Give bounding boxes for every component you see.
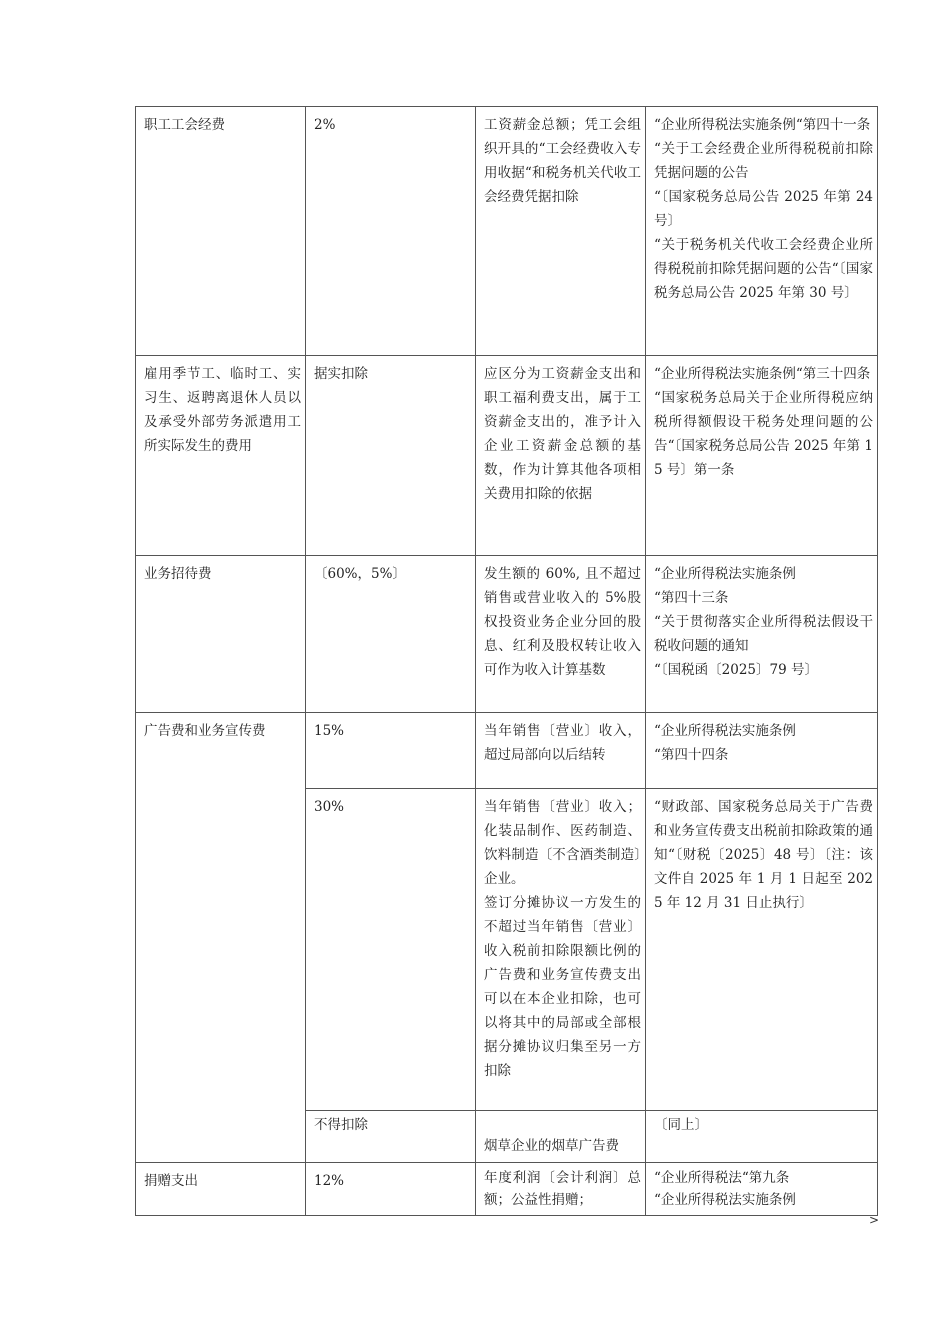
- basis-cell: [476, 789, 646, 1111]
- ref-line: “企业所得税法实施条例: [654, 566, 796, 582]
- ref-line: “关于贯彻落实企业所得税法假设干税收问题的通知: [654, 614, 873, 654]
- basis-line: 烟草企业的烟草广告费: [484, 1138, 619, 1154]
- ref-line: “企业所得税法实施条例“第四十一条: [654, 117, 871, 133]
- rate-cell: 不得扣除: [306, 1111, 476, 1163]
- refs-cell: [646, 1111, 878, 1163]
- basis-cell: 当年销售〔营业〕收入，超过局部向以后结转: [476, 713, 646, 789]
- basis-cell: 工资薪金总额；凭工会组织开具的“工会经费收入专用收据“和税务机关代收工会经费凭据扣除: [476, 107, 646, 356]
- table-row: [136, 107, 878, 356]
- ref-line: “关于税务机关代收工会经费企业所得税税前扣除凭据问题的公告“〔国家税务总局公告 2025 年第 30 号〕: [654, 237, 873, 301]
- refs-cell: [646, 556, 878, 713]
- ref-line: “企业所得税法实施条例“第三十四条: [654, 366, 871, 382]
- basis-cell: 发生额的 60%, 且不超过销售或营业收入的 5%股权投资业务企业分回的股息、红利及股权转让收入可作为收入计算基数: [476, 556, 646, 713]
- rate-cell: 30%: [306, 789, 476, 1111]
- ref-line: “关于工会经费企业所得税税前扣除凭据问题的公告: [654, 141, 873, 181]
- basis-cell: 年度利润〔会计利润〕总额；公益性捐赠；: [476, 1163, 646, 1216]
- ref-line: “〔国家税务总局公告 2025 年第 24 号〕: [654, 189, 873, 229]
- basis-line: 当年销售〔营业〕收入；化装品制作、医药制造、饮料制造〔不含酒类制造〕企业。: [484, 799, 641, 887]
- basis-line: 签订分摊协议一方发生的不超过当年销售〔营业〕收入税前扣除限额比例的广告费和业务宣传费支出可以在本企业扣除，也可以将其中的局部或全部根据分摊协议归集至另一方扣除: [484, 895, 641, 1079]
- table-row: [136, 1163, 878, 1216]
- item-cell: 业务招待费: [136, 556, 306, 713]
- ref-line: “企业所得税法“第九条: [654, 1170, 790, 1186]
- rate-cell: 据实扣除: [306, 356, 476, 556]
- ref-line: “国家税务总局关于企业所得税应纳税所得额假设干税务处理问题的公告“〔国家税务总局公告 2025 年第 15 号〕第一条: [654, 390, 873, 478]
- basis-cell: [476, 1111, 646, 1163]
- ref-line: “第四十三条: [654, 590, 729, 606]
- table-row: [136, 713, 878, 789]
- table-row: [136, 356, 878, 556]
- item-cell: 雇用季节工、临时工、实习生、返聘离退休人员以及承受外部劳务派遣用工所实际发生的费用: [136, 356, 306, 556]
- refs-cell: [646, 789, 878, 1111]
- refs-cell: [646, 1163, 878, 1216]
- rate-cell: 〔60%，5%〕: [306, 556, 476, 713]
- rate-cell: 12%: [306, 1163, 476, 1216]
- table-row: [136, 556, 878, 713]
- item-cell: 捐赠支出: [136, 1163, 306, 1216]
- ref-line: “企业所得税法实施条例: [654, 1192, 796, 1208]
- basis-cell: 应区分为工资薪金支出和职工福利费支出，属于工资薪金支出的，准予计入企业工资薪金总额的基数，作为计算其他各项相关费用扣除的依据: [476, 356, 646, 556]
- ref-line: “企业所得税法实施条例: [654, 723, 796, 739]
- ref-line: “〔国税函〔2025〕79 号〕: [654, 662, 818, 678]
- deduction-table: [135, 106, 878, 1216]
- ref-line: “第四十四条: [654, 747, 729, 763]
- item-cell: 职工工会经费: [136, 107, 306, 356]
- item-cell: 广告费和业务宣传费: [136, 713, 306, 1163]
- continue-mark: >: [869, 1213, 880, 1227]
- rate-cell: 2%: [306, 107, 476, 356]
- rate-cell: 15%: [306, 713, 476, 789]
- ref-line: 〔同上〕: [654, 1117, 708, 1133]
- refs-cell: [646, 713, 878, 789]
- refs-cell: [646, 107, 878, 356]
- ref-line: “财政部、国家税务总局关于广告费和业务宣传费支出税前扣除政策的通知“〔财税〔2025〕48 号〕〔注：该文件自 2025 年 1 月 1 日起至 2025 年 12 月 31 日止执行〕: [654, 799, 873, 911]
- refs-cell: [646, 356, 878, 556]
